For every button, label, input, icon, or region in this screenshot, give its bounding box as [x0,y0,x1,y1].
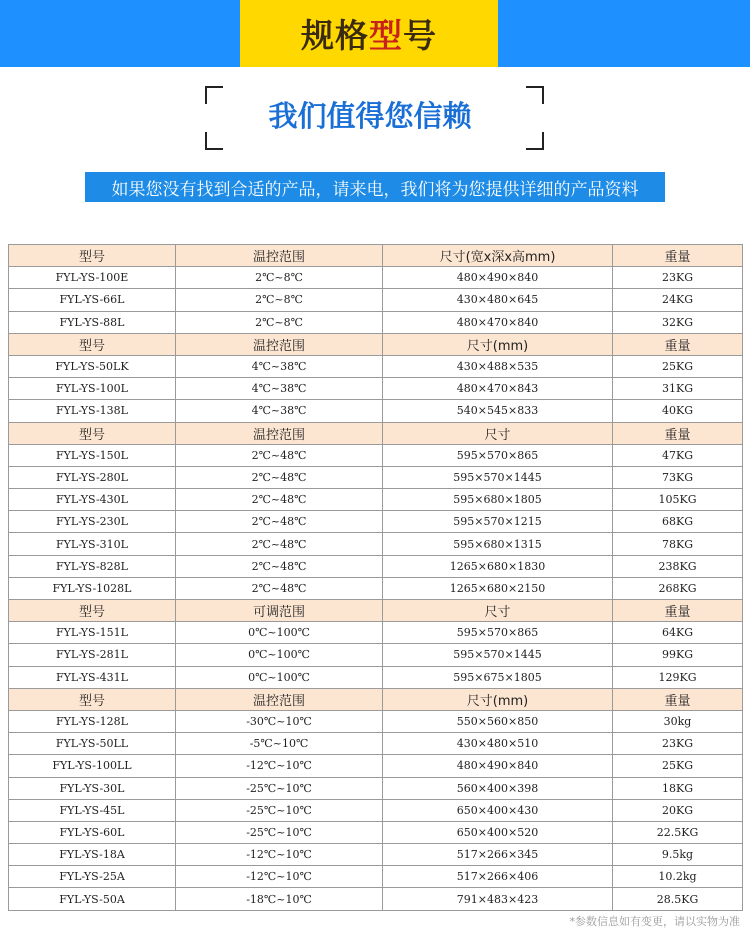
cell-model: FYL-YS-60L [9,821,176,843]
cell-model: FYL-YS-88L [9,311,176,333]
table-header-row [9,333,743,355]
cell-dimensions: 430×480×510 [383,733,613,755]
cell-temp-range: -12℃~10℃ [176,755,383,777]
cell-dimensions: 595×570×1215 [383,511,613,533]
table-row [9,733,743,755]
column-header: 型号 [9,333,176,355]
cell-model: FYL-YS-100LL [9,755,176,777]
table-row [9,710,743,732]
cell-dimensions: 595×680×1805 [383,489,613,511]
column-header: 型号 [9,422,176,444]
table-row [9,777,743,799]
cell-weight: 105KG [613,489,743,511]
table-row [9,267,743,289]
cell-temp-range: 2℃~8℃ [176,289,383,311]
cell-temp-range: -12℃~10℃ [176,844,383,866]
table-row [9,466,743,488]
cell-model: FYL-YS-128L [9,710,176,732]
cell-model: FYL-YS-100E [9,267,176,289]
table-row [9,444,743,466]
table-row [9,378,743,400]
cell-weight: 238KG [613,555,743,577]
footnote: *参数信息如有变更，请以实物为准 [569,915,740,928]
column-header: 型号 [9,600,176,622]
page-title-box [240,0,498,67]
cell-dimensions: 595×570×865 [383,622,613,644]
corner-bracket-top-right [526,86,544,104]
cell-dimensions: 595×570×865 [383,444,613,466]
cell-weight: 64KG [613,622,743,644]
cell-temp-range: 2℃~48℃ [176,444,383,466]
cell-weight: 28.5KG [613,888,743,910]
column-header: 尺寸 [383,600,613,622]
cell-model: FYL-YS-828L [9,555,176,577]
cell-temp-range: 2℃~48℃ [176,511,383,533]
table-row [9,844,743,866]
cell-weight: 31KG [613,378,743,400]
cell-dimensions: 430×488×535 [383,355,613,377]
cell-dimensions: 430×480×645 [383,289,613,311]
cell-weight: 30kg [613,710,743,732]
cell-dimensions: 480×470×843 [383,378,613,400]
cell-model: FYL-YS-151L [9,622,176,644]
cell-temp-range: 4℃~38℃ [176,355,383,377]
cell-model: FYL-YS-230L [9,511,176,533]
cell-temp-range: 0℃~100℃ [176,666,383,688]
cell-temp-range: -25℃~10℃ [176,821,383,843]
column-header: 型号 [9,688,176,710]
cell-model: FYL-YS-150L [9,444,176,466]
cell-dimensions: 595×570×1445 [383,466,613,488]
table-row [9,311,743,333]
cell-temp-range: 2℃~48℃ [176,489,383,511]
cell-weight: 25KG [613,355,743,377]
cell-weight: 78KG [613,533,743,555]
cell-temp-range: 2℃~8℃ [176,311,383,333]
cell-weight: 68KG [613,511,743,533]
column-header: 尺寸(mm) [383,688,613,710]
page-title-highlight: 型 [369,16,403,55]
cell-weight: 9.5kg [613,844,743,866]
table-row [9,888,743,910]
table-row [9,355,743,377]
cell-dimensions: 595×675×1805 [383,666,613,688]
cell-weight: 24KG [613,289,743,311]
table-row [9,622,743,644]
cell-model: FYL-YS-66L [9,289,176,311]
cell-model: FYL-YS-50LK [9,355,176,377]
cell-weight: 129KG [613,666,743,688]
cell-model: FYL-YS-1028L [9,577,176,599]
table-row [9,533,743,555]
table-row [9,755,743,777]
cell-dimensions: 1265×680×2150 [383,577,613,599]
column-header: 可调范围 [176,600,383,622]
table-row [9,644,743,666]
cell-model: FYL-YS-25A [9,866,176,888]
table-header-row [9,245,743,267]
cell-temp-range: -12℃~10℃ [176,866,383,888]
cell-model: FYL-YS-281L [9,644,176,666]
column-header: 重量 [613,245,743,267]
column-header: 温控范围 [176,333,383,355]
table-row [9,400,743,422]
cell-model: FYL-YS-280L [9,466,176,488]
table-row [9,666,743,688]
column-header: 尺寸(宽x深x高mm) [383,245,613,267]
cell-dimensions: 650×400×430 [383,799,613,821]
cell-dimensions: 560×400×398 [383,777,613,799]
column-header: 温控范围 [176,245,383,267]
cell-weight: 18KG [613,777,743,799]
cell-model: FYL-YS-138L [9,400,176,422]
column-header: 尺寸 [383,422,613,444]
column-header: 重量 [613,600,743,622]
column-header: 温控范围 [176,688,383,710]
cell-dimensions: 595×680×1315 [383,533,613,555]
cell-model: FYL-YS-18A [9,844,176,866]
cell-dimensions: 595×570×1445 [383,644,613,666]
cell-temp-range: -25℃~10℃ [176,777,383,799]
cell-dimensions: 1265×680×1830 [383,555,613,577]
info-banner: 如果您没有找到合适的产品，请来电，我们将为您提供详细的产品资料 [85,172,665,202]
cell-dimensions: 480×470×840 [383,311,613,333]
cell-model: FYL-YS-431L [9,666,176,688]
table-row [9,866,743,888]
page-title-part-1: 规格 [301,16,369,55]
column-header: 重量 [613,688,743,710]
page-title-part-3: 号 [403,16,437,55]
column-header: 尺寸(mm) [383,333,613,355]
table-row [9,555,743,577]
column-header: 温控范围 [176,422,383,444]
cell-temp-range: -25℃~10℃ [176,799,383,821]
cell-dimensions: 517×266×345 [383,844,613,866]
cell-dimensions: 540×545×833 [383,400,613,422]
column-header: 重量 [613,422,743,444]
cell-model: FYL-YS-430L [9,489,176,511]
table-row [9,821,743,843]
cell-weight: 22.5KG [613,821,743,843]
cell-temp-range: 4℃~38℃ [176,378,383,400]
trust-heading: 我们值得您信赖 [268,99,472,133]
corner-bracket-bottom-right [526,132,544,150]
cell-dimensions: 650×400×520 [383,821,613,843]
cell-temp-range: 2℃~48℃ [176,555,383,577]
cell-temp-range: 2℃~48℃ [176,466,383,488]
cell-weight: 23KG [613,733,743,755]
table-header-row [9,600,743,622]
cell-temp-range: 0℃~100℃ [176,622,383,644]
cell-temp-range: 2℃~8℃ [176,267,383,289]
cell-weight: 20KG [613,799,743,821]
table-row [9,289,743,311]
table-row [9,577,743,599]
cell-dimensions: 791×483×423 [383,888,613,910]
cell-temp-range: -18℃~10℃ [176,888,383,910]
table-row [9,799,743,821]
cell-temp-range: 0℃~100℃ [176,644,383,666]
cell-weight: 73KG [613,466,743,488]
cell-model: FYL-YS-50LL [9,733,176,755]
table-header-row [9,688,743,710]
column-header: 重量 [613,333,743,355]
cell-temp-range: -30℃~10℃ [176,710,383,732]
cell-dimensions: 480×490×840 [383,755,613,777]
cell-dimensions: 550×560×850 [383,710,613,732]
cell-dimensions: 517×266×406 [383,866,613,888]
cell-weight: 40KG [613,400,743,422]
cell-weight: 23KG [613,267,743,289]
spec-table [8,244,743,911]
column-header: 型号 [9,245,176,267]
table-header-row [9,422,743,444]
cell-dimensions: 480×490×840 [383,267,613,289]
cell-weight: 99KG [613,644,743,666]
cell-model: FYL-YS-50A [9,888,176,910]
cell-weight: 32KG [613,311,743,333]
cell-model: FYL-YS-45L [9,799,176,821]
cell-weight: 47KG [613,444,743,466]
page-title [301,10,437,57]
cell-temp-range: 2℃~48℃ [176,577,383,599]
cell-weight: 268KG [613,577,743,599]
cell-weight: 25KG [613,755,743,777]
cell-model: FYL-YS-100L [9,378,176,400]
cell-model: FYL-YS-30L [9,777,176,799]
table-row [9,489,743,511]
cell-model: FYL-YS-310L [9,533,176,555]
cell-temp-range: -5℃~10℃ [176,733,383,755]
cell-temp-range: 4℃~38℃ [176,400,383,422]
table-row [9,511,743,533]
cell-weight: 10.2kg [613,866,743,888]
cell-temp-range: 2℃~48℃ [176,533,383,555]
